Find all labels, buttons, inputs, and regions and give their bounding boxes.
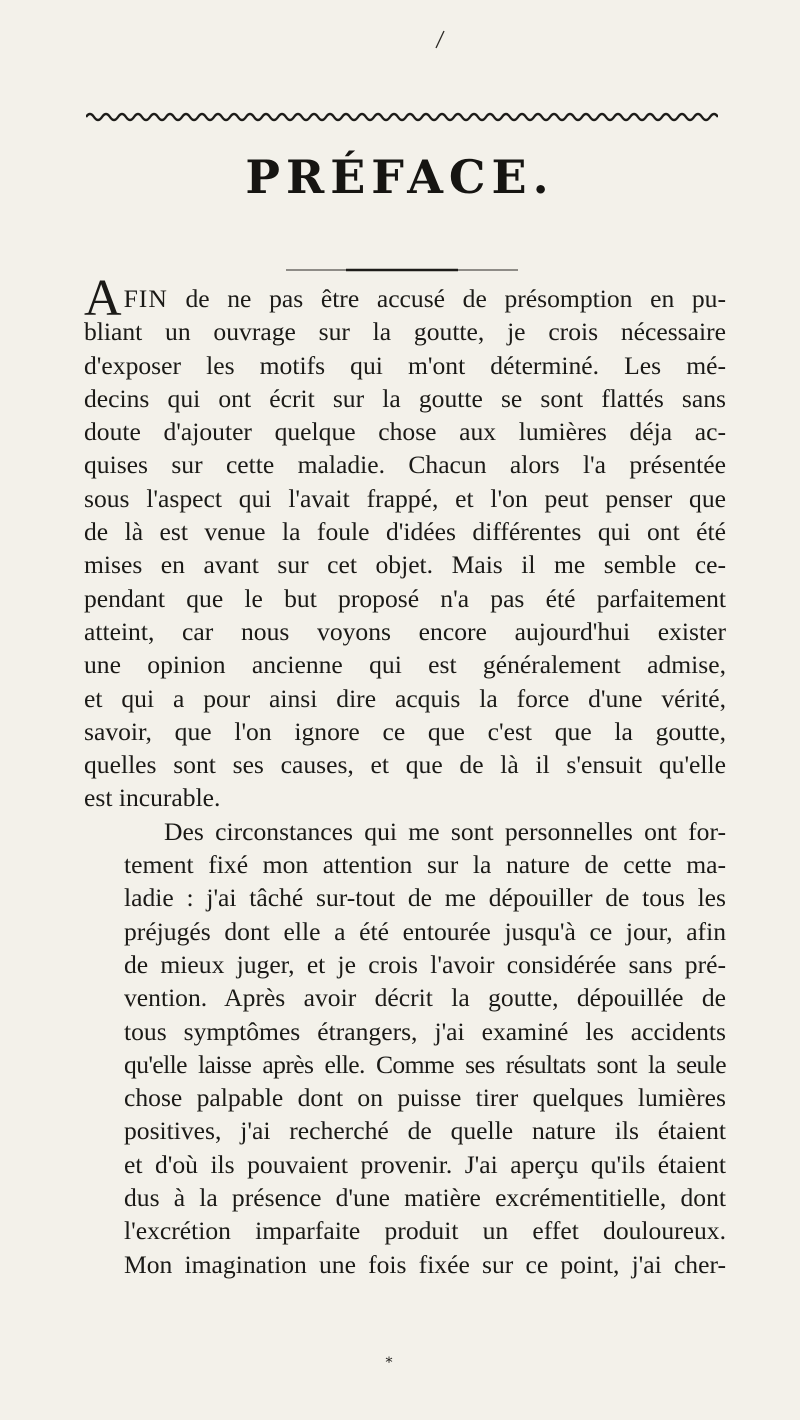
text-line: positives, j'ai recherché de quelle nature ils étaient: [124, 1116, 726, 1146]
text-line: l'excrétion imparfaite produit un effet douloureux.: [124, 1216, 726, 1246]
page-title: PRÉFACE.: [245, 150, 555, 204]
text-line: d'exposer les motifs qui m'ont déterminé. Les mé-: [84, 350, 726, 380]
text-line: qu'elle laisse après elle. Comme ses résultats sont la seule: [124, 1049, 726, 1079]
text-line: et d'où ils pouvaient provenir. J'ai aperçu qu'ils étaient: [124, 1149, 726, 1179]
text-line: de là est venue la foule d'idées différentes qui ont été: [84, 517, 726, 547]
text-line: bliant un ouvrage sur la goutte, je crois nécessaire: [84, 317, 726, 347]
text-line: pendant que le but proposé n'a pas été parfaitement: [84, 583, 726, 613]
text-line: quises sur cette maladie. Chacun alors l'a présentée: [84, 450, 726, 480]
text-line: Mon imagination une fois fixée sur ce point, j'ai cher-: [124, 1249, 726, 1279]
text-line: atteint, car nous voyons encore aujourd'hui exister: [84, 616, 726, 646]
text-line: de mieux juger, et je crois l'avoir considérée sans pré-: [124, 949, 726, 979]
text-line: et qui a pour ainsi dire acquis la force d'une vérité,: [84, 683, 726, 713]
text-line: savoir, que l'on ignore ce que c'est que la goutte,: [84, 716, 726, 746]
text-line: une opinion ancienne qui est généralement admise,: [84, 650, 726, 680]
text-line: préjugés dont elle a été entourée jusqu'à ce jour, afin: [124, 916, 726, 946]
signature-mark: *: [385, 1355, 393, 1371]
text-line: ladie : j'ai tâché sur-tout de me dépouiller de tous les: [124, 883, 726, 913]
text-line: [84, 270, 726, 327]
text-line: doute d'ajouter quelque chose aux lumières déja ac-: [84, 417, 726, 447]
title-underline: [286, 268, 518, 272]
text-line: decins qui ont écrit sur la goutte se sont flattés sans: [84, 383, 726, 413]
paragraph-2: [84, 815, 726, 1281]
text-line: sous l'aspect qui l'avait frappé, et l'on peut penser que: [84, 483, 726, 513]
text-line: tement fixé mon attention sur la nature de cette ma-: [124, 850, 726, 880]
text-line: vention. Après avoir décrit la goutte, dépouillée de: [124, 983, 726, 1013]
text-line: dus à la présence d'une matière excrémentitielle, dont: [124, 1183, 726, 1213]
stray-mark: [433, 28, 447, 50]
first-word: FIN: [123, 284, 168, 313]
ornamental-border: [86, 110, 718, 124]
text-line: est incurable.: [84, 783, 221, 813]
line-text: de ne pas être accusé de présomption en pu-: [167, 284, 726, 313]
text-line: chose palpable dont on puisse tirer quelques lumières: [124, 1083, 726, 1113]
drop-cap: A: [84, 270, 122, 327]
paragraph-1: [84, 270, 726, 815]
text-line: tous symptômes étrangers, j'ai examiné les accidents: [124, 1016, 726, 1046]
preface-body: [84, 270, 726, 1281]
text-line: quelles sont ses causes, et que de là il s'ensuit qu'elle: [84, 750, 726, 780]
text-line: mises en avant sur cet objet. Mais il me semble ce-: [84, 550, 726, 580]
text-line: Des circonstances qui me sont personnelles ont for-: [164, 816, 726, 846]
